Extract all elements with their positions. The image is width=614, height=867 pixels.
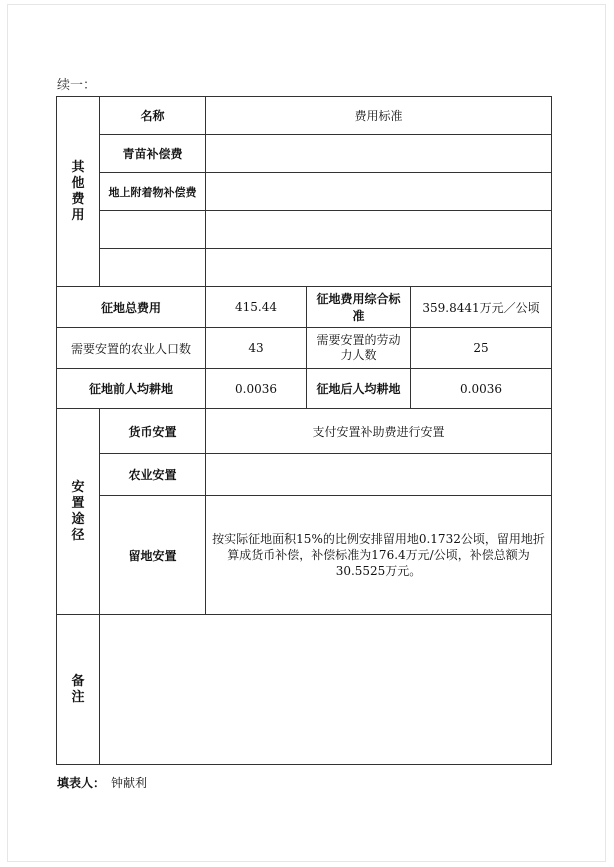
fee-standard-blank[interactable] bbox=[206, 211, 552, 249]
composite-standard-label: 征地费用综合标准 bbox=[307, 287, 411, 328]
reserved-land-resettlement-label: 留地安置 bbox=[100, 496, 206, 615]
fee-name-attachments: 地上附着物补偿费 bbox=[100, 173, 206, 211]
agricultural-resettlement-value[interactable] bbox=[206, 454, 552, 496]
form-filler bbox=[57, 774, 147, 791]
fee-standard-seedling[interactable] bbox=[206, 135, 552, 173]
fee-standard-attachments[interactable] bbox=[206, 173, 552, 211]
reserved-land-resettlement-value: 按实际征地面积15%的比例安排留用地0.1732公顷，留用地折算成货币补偿，补偿标准为176.4万元/公顷，补偿总额为30.5525万元。 bbox=[206, 496, 552, 615]
fee-name-blank[interactable] bbox=[100, 249, 206, 287]
filler-name: 钟献利 bbox=[111, 776, 148, 790]
land-before-value: 0.0036 bbox=[206, 369, 307, 409]
fee-standard-blank[interactable] bbox=[206, 249, 552, 287]
resettlement-section-label: 安 置 途 径 bbox=[57, 409, 100, 615]
land-after-value: 0.0036 bbox=[411, 369, 552, 409]
remarks-section-label: 备 注 bbox=[57, 615, 100, 765]
monetary-resettlement-label: 货币安置 bbox=[100, 409, 206, 454]
labor-count-label: 需要安置的劳动力人数 bbox=[307, 328, 411, 369]
fee-name-blank[interactable] bbox=[100, 211, 206, 249]
farm-population-value: 43 bbox=[206, 328, 307, 369]
land-acquisition-form bbox=[56, 96, 552, 765]
land-before-label: 征地前人均耕地 bbox=[57, 369, 206, 409]
agricultural-resettlement-label: 农业安置 bbox=[100, 454, 206, 496]
other-fees-section-label: 其 他 费 用 bbox=[57, 97, 100, 287]
total-cost-label: 征地总费用 bbox=[57, 287, 206, 328]
filler-label: 填表人： bbox=[57, 776, 106, 790]
remarks-value[interactable] bbox=[100, 615, 552, 765]
total-cost-value: 415.44 bbox=[206, 287, 307, 328]
continuation-label: 续一： bbox=[57, 78, 97, 93]
fee-name-seedling: 青苗补偿费 bbox=[100, 135, 206, 173]
farm-population-label: 需要安置的农业人口数 bbox=[57, 328, 206, 369]
header-name: 名称 bbox=[100, 97, 206, 135]
monetary-resettlement-value: 支付安置补助费进行安置 bbox=[206, 409, 552, 454]
composite-standard-value: 359.8441万元／公顷 bbox=[411, 287, 552, 328]
header-standard: 费用标准 bbox=[206, 97, 552, 135]
labor-count-value: 25 bbox=[411, 328, 552, 369]
land-after-label: 征地后人均耕地 bbox=[307, 369, 411, 409]
